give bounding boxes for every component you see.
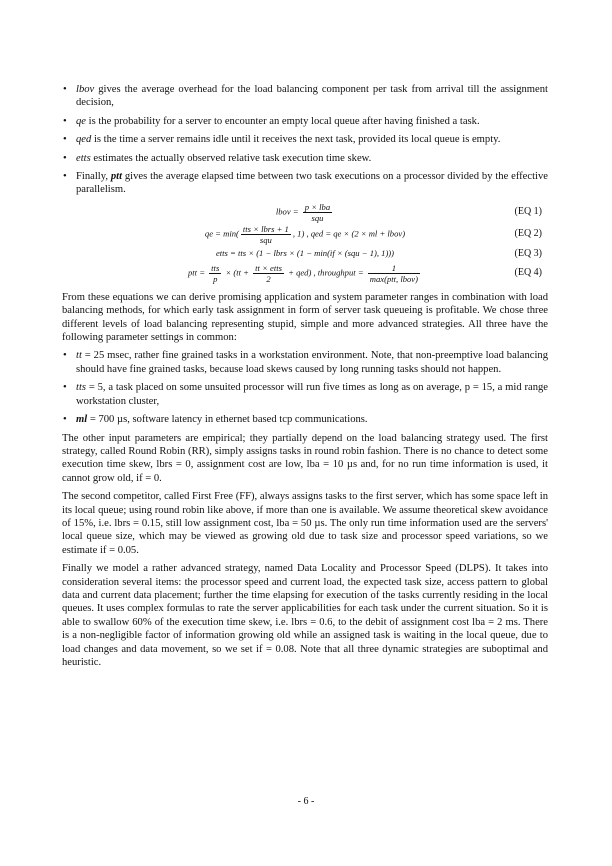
- equation-3: [62, 246, 548, 263]
- term: tts: [76, 382, 87, 394]
- eq-part: + qed) , throughput =: [288, 267, 364, 278]
- page-content: [62, 83, 548, 674]
- equation-4: [62, 263, 548, 287]
- parameter-tts: [62, 381, 548, 408]
- eq-rest: , 1) , qed = qe × (2 × ml + lbov): [292, 228, 406, 239]
- denominator: max(ptt, lbov): [369, 273, 418, 284]
- definition-text: gives the average elapsed time between two task executions on a processor divided by the effective parallelism.: [76, 171, 548, 196]
- numerator: tt × etts: [255, 262, 282, 273]
- definition-text: = 5, a task placed on some unsuited processor will run five times as long as on average, p = 15, a mid range workstation cluster,: [76, 382, 548, 407]
- definition-etts: [62, 152, 548, 165]
- denominator: p: [213, 273, 218, 284]
- term: ml: [76, 414, 88, 426]
- paragraph-first-free: The second competitor, called First Free (FF), always assigns tasks to the first server, which has some space left in its local queue; using round robin like above, if more than one is available. We assume theoretical skew avoidance of 15%, i.e. lbrs = 0.15, still low assignment cost, lba = 50 µs. The only run time information used are the servers' local queue size, which may be viewed as growing old due to task size and processor speed variations, so we estimate if = 0.05.: [62, 491, 548, 556]
- definition-qe: [62, 115, 548, 128]
- equation-block: [62, 202, 548, 287]
- definition-list: [62, 83, 548, 197]
- equation-2: [62, 224, 548, 246]
- parameter-tt: [62, 349, 548, 376]
- fraction: [303, 202, 332, 223]
- definition-qed: [62, 133, 548, 146]
- definition-text: = 25 msec, rather fine grained tasks in a workstation environment. Note, that non-preemptive load balancing should have fine grained tasks, because load skews caused by long running tasks should not happen.: [76, 350, 548, 375]
- numerator: p × lba: [304, 201, 331, 212]
- term: ptt: [110, 171, 123, 183]
- numerator: 1: [368, 263, 420, 274]
- numerator: tts: [211, 262, 220, 273]
- definition-text: = 700 µs, software latency in ethernet based tcp communications.: [87, 414, 368, 426]
- equation-formula: [142, 202, 468, 223]
- numerator: tts × lbrs + 1: [242, 223, 289, 234]
- fraction: [209, 263, 221, 284]
- equation-1: [62, 202, 548, 224]
- paragraph-intro: From these equations we can derive promising application and system parameter ranges in combination with load balancing methods, for which early task assignment in form of server task queueing is profitable. We chose three different levels of load balancing representing stupid, simple and more advanced strategies. All three have the following parameter settings in common:: [62, 291, 548, 344]
- equation-label: (EQ 3): [514, 247, 542, 259]
- denominator: 2: [266, 273, 271, 284]
- equation-label: (EQ 1): [514, 205, 542, 217]
- equation-formula: [142, 263, 468, 284]
- paragraph-round-robin: The other input parameters are empirical; they partially depend on the load balancing strategy used. The first strategy, called Round Robin (RR), simply assigns tasks in round robin fashion. There is no chance to detect some execution time skew, lbrs = 0, assignment cost are low, lba = 10 µs and, for no run time information is used, it cannot grow old, if = 0.: [62, 432, 548, 484]
- fraction: [241, 224, 291, 245]
- equation-formula: [142, 224, 468, 245]
- eq-lhs: qe = min(: [204, 228, 239, 239]
- definition-lbov: [62, 83, 548, 110]
- definition-text: gives the average overhead for the load balancing component per task from arrival till the assignment decision,: [76, 84, 548, 109]
- equation-label: (EQ 4): [514, 266, 542, 278]
- equation-label: (EQ 2): [514, 227, 542, 239]
- term: qed: [76, 134, 92, 146]
- page-number: - 6 -: [297, 796, 315, 807]
- eq-lhs: ptt =: [187, 267, 206, 278]
- parameter-ml: [62, 413, 548, 426]
- term: tt: [76, 350, 82, 362]
- definition-text: estimates the actually observed relative task execution time skew.: [90, 152, 372, 164]
- term: lbov: [76, 84, 95, 95]
- definition-ptt: [62, 170, 548, 197]
- parameter-list: [62, 349, 548, 426]
- eq-part: × (tt +: [225, 267, 249, 278]
- term: etts: [76, 152, 91, 164]
- fraction: [253, 263, 284, 284]
- eq-lhs: lbov =: [275, 206, 299, 217]
- term: qe: [76, 115, 86, 127]
- denominator: squ: [259, 234, 272, 245]
- equation-formula: etts = tts × (1 − lbrs × (1 − min(if × (squ − 1), 1))): [215, 247, 395, 258]
- denominator: squ: [311, 212, 324, 223]
- definition-text: is the time a server remains idle until it receives the next task, provided its local queue is empty.: [91, 134, 501, 146]
- definition-text: is the probability for a server to encounter an empty local queue after having finished a task.: [86, 115, 480, 127]
- fraction: [368, 263, 420, 284]
- paragraph-dlps: Finally we model a rather advanced strategy, named Data Locality and Processor Speed (DLPS). It takes into consideration several items: the processor speed and current load, the expected task size, access pattern to global data and current data placement; further the time elapsing for execution of the tasks currently residing in the local queues. It uses complex formulas to rate the server applicabilities for each task under the current situation. So it is able to swallow 60% of the execution time skew, i.e. lbrs = 0.6, to the debit of assignment cost lba = 2 ms. There is a non-negligible factor of information growing old while an assigned task is waiting in the local queue, due to load changes and data movement, so we set if = 0.08. Note that all three dynamic strategies are suboptimal and heuristic.: [62, 563, 548, 668]
- definition-prefix: Finally,: [76, 171, 111, 183]
